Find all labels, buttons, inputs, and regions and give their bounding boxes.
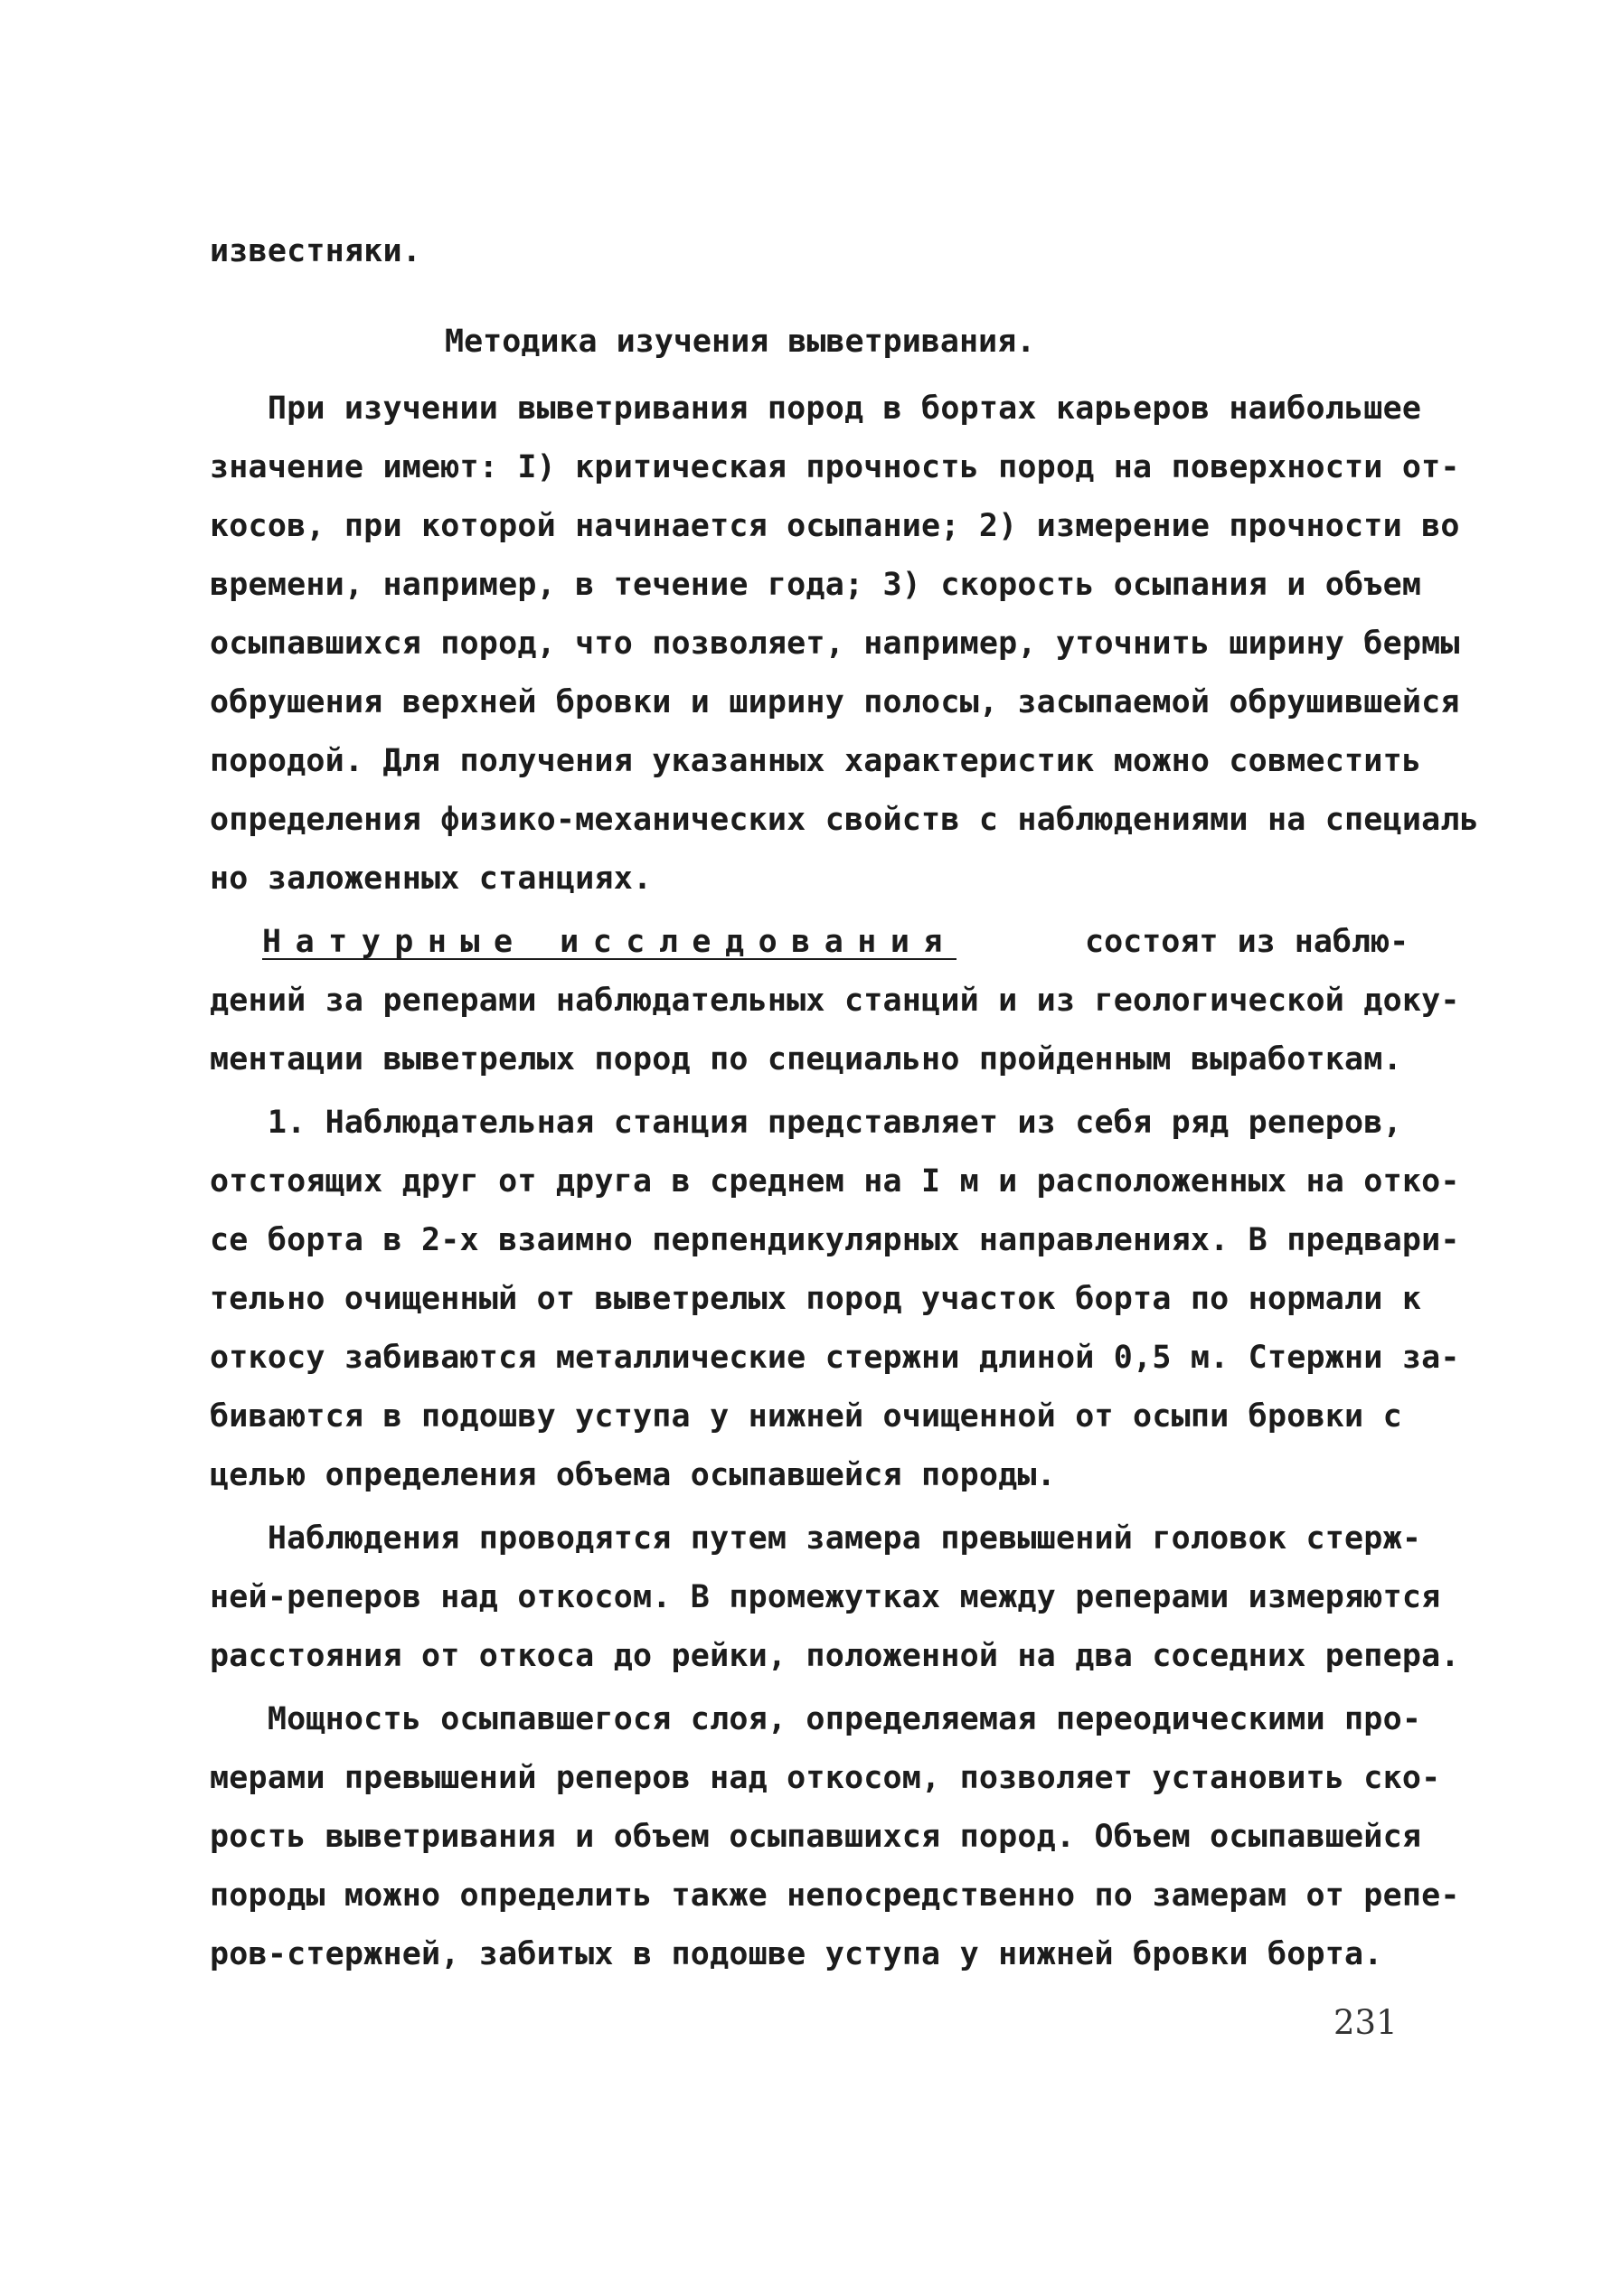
paragraph-5-line: породы можно определить также непосредственно по замерам от репе- <box>210 1877 1460 1914</box>
paragraph-3-line: биваются в подошву уступа у нижней очищенной от осыпи бровки с <box>210 1398 1402 1435</box>
paragraph-5-line: мерами превышений реперов над откосом, позволяет установить ско- <box>210 1760 1441 1796</box>
paragraph-1-line: значение имеют: I) критическая прочность пород на поверхности от- <box>210 449 1460 485</box>
paragraph-1-line: но заложенных станциях. <box>210 861 653 897</box>
paragraph-3-line: целью определения объема осыпавшейся породы. <box>210 1457 1056 1493</box>
page-number: 231 <box>1333 2003 1398 2042</box>
paragraph-1-line: обрушения верхней бровки и ширину полосы, засыпаемой обрушившейся <box>210 684 1460 720</box>
paragraph-3-line: 1. Наблюдательная станция представляет из себя ряд реперов, <box>210 1105 1402 1141</box>
paragraph-1-line: При изучении выветривания пород в бортах карьеров наибольшее <box>210 391 1422 427</box>
paragraph-3-line: откосу забиваются металлические стержни длиной 0,5 м. Стержни за- <box>210 1340 1460 1376</box>
paragraph-2-line: ментации выветрелых пород по специально пройденным выработкам. <box>210 1041 1402 1077</box>
paragraph-3-line: тельно очищенный от выветрелых пород участок борта по нормали к <box>210 1281 1422 1317</box>
paragraph-4-line: Наблюдения проводятся путем замера превышений головок стерж- <box>210 1520 1422 1557</box>
paragraph-3-line: отстоящих друг от друга в среднем на I м и расположенных на отко- <box>210 1163 1460 1200</box>
paragraph-4-line: ней-реперов над откосом. В промежутках между реперами измеряются <box>210 1579 1441 1615</box>
paragraph-1-line: косов, при которой начинается осыпание; 2) измерение прочности во <box>210 508 1460 544</box>
paragraph-5-line: рость выветривания и объем осыпавшихся пород. Объем осыпавшейся <box>210 1819 1422 1855</box>
paragraph-1-line: времени, например, в течение года; 3) скорость осыпания и объем <box>210 567 1422 603</box>
section-heading: Методика изучения выветривания. <box>445 324 1036 360</box>
paragraph-2-first-line-rest: состоят из наблю- <box>1085 924 1409 960</box>
paragraph-1-line: породой. Для получения указанных характеристик можно совместить <box>210 743 1422 779</box>
paragraph-5-line: ров-стержней, забитых в подошве уступа у нижней бровки борта. <box>210 1936 1383 1972</box>
paragraph-4-line: расстояния от откоса до рейки, положенной на два соседних репера. <box>210 1638 1460 1674</box>
paragraph-2-line: дений за реперами наблюдательных станций и из геологической доку- <box>210 983 1460 1019</box>
paragraph-3-line: се борта в 2-х взаимно перпендикулярных направлениях. В предвари- <box>210 1222 1460 1258</box>
paragraph-5-line: Мощность осыпавшегося слоя, определяемая переодическими про- <box>210 1701 1422 1737</box>
paragraph-1-line: осыпавшихся пород, что позволяет, например, уточнить ширину бермы <box>210 626 1460 662</box>
paragraph-1-line: определения физико-механических свойств с наблюдениями на специаль <box>210 802 1479 838</box>
lead-line: известняки. <box>210 233 421 269</box>
spaced-underlined-term: Натурные исследования <box>262 924 957 960</box>
